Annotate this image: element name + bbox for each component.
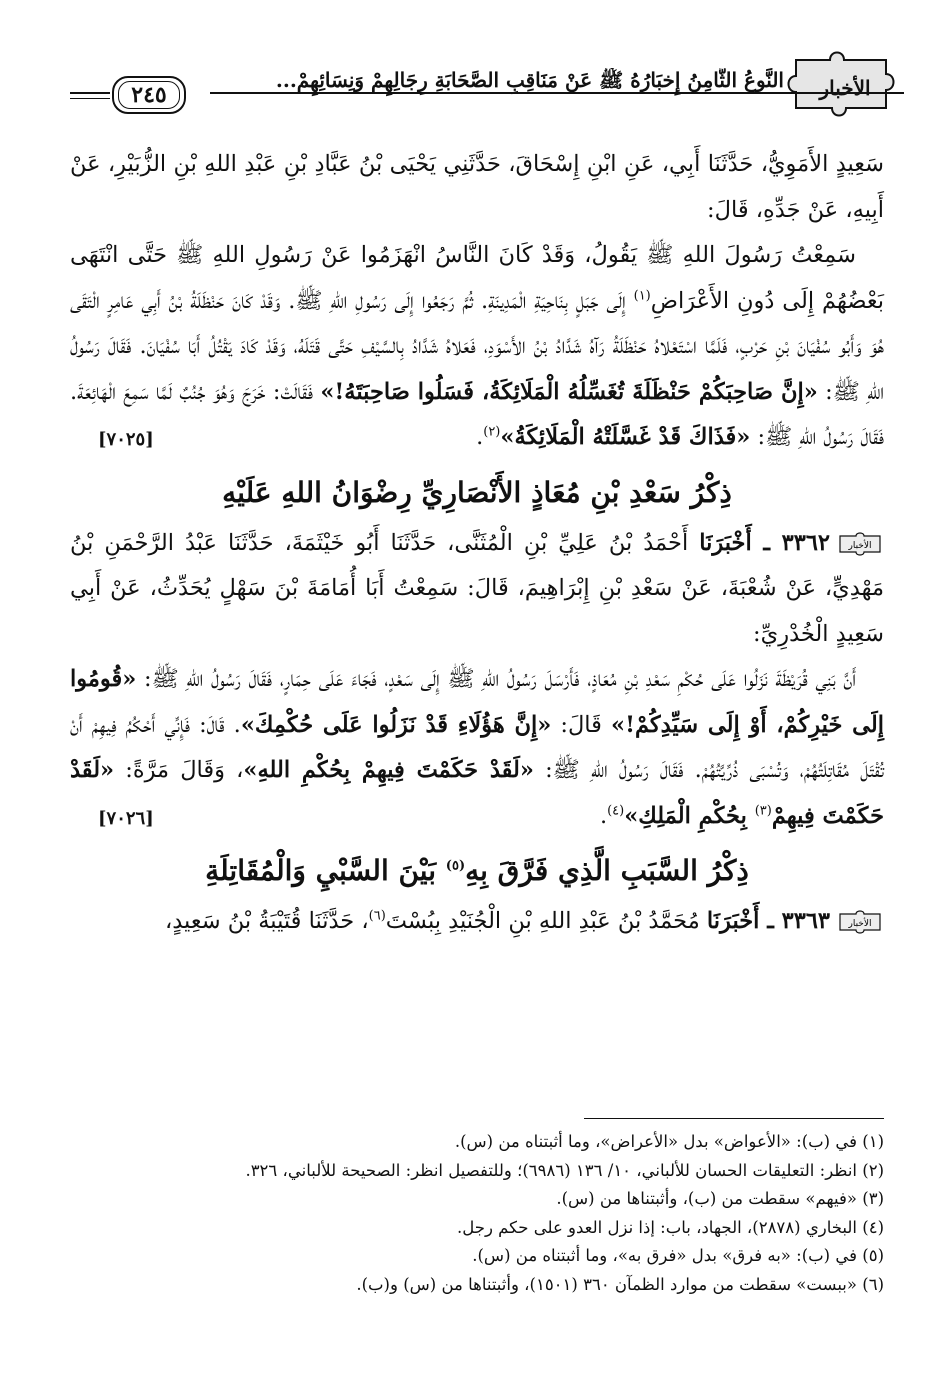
text-run: إِلَى جَبَلٍ بِنَاحِيَةِ الْمَدِينَةِ. ثُمَّ رَجَعُوا إِلَى رَسُولِ اللهِ ﷺ. وَقَدْ كَانَ حَنْظَلَةُ بْنُ أَبِي عَامِرٍ الْتَقَى هُوَ وَأَبُو سُفْيَانَ بْنِ حَرْبٍ، فَلَمَّا اسْتَعْلاهُ حَنْظَلَةُ رَآهُ شَدَّادُ بْنُ الأَسْوَدِ، فَعَلاهُ شَدَّادُ بِالسَّيْفِ حَتَّى قَتَلَهُ، وَقَدْ كَادَ يَقْتُلُ أَبَا سُفْيَانَ. فَقَالَ رَسُولُ اللهِ ﷺ: xyxy=(70,287,885,405)
text-run: . xyxy=(476,424,484,450)
text-run: ، وَقَالَ مَرَّةً: xyxy=(125,757,244,783)
paragraph-isnad-3362 xyxy=(70,521,884,658)
footnote-marker: (٤) xyxy=(607,803,625,818)
hadith-quote: «لَقَدْ حَكَمْتَ فِيهِمْ xyxy=(70,757,884,829)
hadith-number: ٣٣٦٣ ـ أَخْبَرَنَا xyxy=(706,908,830,934)
hadith-quote: «إِنَّ صَاحِبَكُمْ حَنْظَلَةَ تُغَسِّلُهُ الْمَلَائِكَةُ، فَسَلُوا صَاحِبَتَهُ!» xyxy=(320,378,818,405)
footnotes xyxy=(70,1128,884,1299)
header-rule-left-2 xyxy=(70,98,110,99)
text-run: . xyxy=(599,802,608,829)
title-run: بَيْنَ السَّبْيِ وَالْمُقَاتِلَةِ xyxy=(205,854,446,887)
text-run: أَنَّ بَنِي قُرَيْظَةَ نَزَلُوا عَلَى حُكْمِ سَعْدِ بْنِ مُعَاذٍ، فَأَرْسَلَ رَسُولُ اللهِ ﷺ إِلَى سَعْدٍ، فَجَاءَ عَلَى حِمَارٍ، فَقَالَ رَسُولُ اللهِ ﷺ: xyxy=(144,666,856,692)
footnote-marker: (١) xyxy=(633,288,651,303)
footnote-marker: (٢) xyxy=(483,424,501,440)
text-run: مُحَمَّدُ بْنُ عَبْدِ اللهِ بْنِ الْجُنَيْدِ بِبُسْتَ xyxy=(385,908,707,934)
footnote-marker: (٦) xyxy=(368,908,386,924)
badge-label: الأخبار xyxy=(819,76,871,100)
footnote-item: (٢) انظر: التعليقات الحسان للألباني، ١٠/ ١٣٦ (٦٩٨٦)؛ وللتفصيل انظر: الصحيحة للألباني، ٣٢٦. xyxy=(245,1160,884,1180)
hadith-quote: «قُومُوا إِلَى خَيْرِكُمْ، أَوْ إِلَى سَيِّدِكُمْ!» xyxy=(70,666,884,738)
akhbar-badge-icon xyxy=(836,532,884,556)
footnote-item: (٥) في (ب): «به فرق» بدل «فرق به»، وما أثبتناه من (س). xyxy=(472,1246,884,1265)
title-run: ذِكْرُ السَّبَبِ الَّذِي فَرَّقَ بِهِ xyxy=(465,854,749,887)
akhbar-badge-label: الأخبار xyxy=(848,540,872,551)
paragraph-isnad-3363 xyxy=(70,899,884,945)
paragraph-qurayza xyxy=(70,657,884,839)
hadith-quote: «لَقَدْ حَكَمْتَ فِيهِمْ بِحُكْمِ اللهِ» xyxy=(243,757,534,783)
footnote-separator xyxy=(584,1118,884,1119)
footnote-item: (٤) البخاري (٢٨٧٨)، الجهاد، باب: إذا نزل العدو على حكم رجل. xyxy=(457,1217,884,1237)
section-title-saad: ذِكْرُ سَعْدِ بْنِ مُعَاذٍ الأَنْصَارِيِّ رِضْوَانُ اللهِ عَلَيْهِ xyxy=(222,475,732,509)
hadith-quote: بِحُكْمِ الْمَلِكِ» xyxy=(624,802,755,829)
section-title-sabab xyxy=(70,847,884,895)
footnote-marker: (٣) xyxy=(754,803,772,818)
hadith-number: ٣٣٦٢ ـ أَخْبَرَنَا xyxy=(699,529,830,556)
akhbar-badge-label: الأخبار xyxy=(848,919,872,929)
text-run: . قَالَ: فَإِنِّي أَحْكُمُ فِيهِمْ أَنْ تُقْتَلَ مُقَاتِلَتُهُمْ، وَتُسْبَى ذُرِّيَّتُهُمْ. فَقَالَ رَسُولُ اللهِ ﷺ: xyxy=(70,711,884,783)
main-text xyxy=(70,142,884,945)
text-run: فَقَالَتْ: خَرَجَ وَهُوَ جُنُبٌ لَمَّا سَمِعَ الْهَائِعَةَ. فَقَالَ رَسُولُ اللهِ ﷺ: xyxy=(70,378,884,450)
header-rule-left xyxy=(70,92,110,94)
footnote-item: (٦) «ببست» سقطت من موارد الظمآن ٣٦٠ (١٥٠١)، وأثبتناها من (س) و(ب). xyxy=(356,1274,884,1294)
hadith-reference: [٧٠٢٦] xyxy=(98,807,154,829)
running-title: النَّوعُ الثَّامِنُ إِخبَارُهُ ﷺ عَنْ مَنَاقِبِ الصَّحَابَةِ رِجَالِهِمْ وَنِسَائِهِمْ... xyxy=(275,68,784,92)
hadith-quote: «فَذَاكَ قَدْ غَسَّلَتْهُ الْمَلَائِكَةُ» xyxy=(500,424,751,450)
text-run: قَالَ: xyxy=(560,711,611,738)
akhbar-badge-icon xyxy=(836,910,884,934)
text-run: ، حَدَّثَنَا قُتَيْبَةُ بْنُ سَعِيدٍ، xyxy=(164,908,369,934)
header-rule xyxy=(210,92,904,94)
paragraph-isnad: سَعِيدٍ الأَمَوِيُّ، حَدَّثَنَا أَبِي، عَنِ ابْنِ إِسْحَاقَ، حَدَّثَنِي يَحْيَى بْنُ عَبَّادِ بْنِ عَبْدِ اللهِ بْنِ الزُّبَيْرِ، عَنْ أَبِيهِ، عَنْ جَدِّهِ، قَالَ: xyxy=(70,151,884,223)
footnote-item: (٣) «فيهم» سقطت من (ب)، وأثبتناها من (س). xyxy=(556,1189,884,1208)
text-run: سَمِعْتُ رَسُولَ اللهِ ﷺ يَقُولُ، وَقَدْ كَانَ النَّاسُ انْهَزَمُوا عَنْ رَسُولِ اللهِ ﷺ حَتَّى انْتَهَى بَعْضُهُمْ إِلَى دُونِ الأَعْرَاضِ xyxy=(70,242,884,314)
puzzle-badge-icon xyxy=(786,48,904,118)
page-number: ٢٤٥ xyxy=(112,76,186,114)
hadith-quote: «إِنَّ هَؤُلَاءِ قَدْ نَزَلُوا عَلَى حُكْمِكَ» xyxy=(240,711,552,738)
text-run: أَحْمَدُ بْنُ عَلِيِّ بْنِ الْمُثَنَّى، حَدَّثَنَا أَبُو خَيْثَمَةَ، حَدَّثَنَا عَبْدُ الرَّحْمَنِ بْنُ مَهْدِيٍّ، عَنْ شُعْبَةَ، عَنْ سَعْدِ بْنِ إِبْرَاهِيمَ، قَالَ: سَمِعْتُ أَبَا أُمَامَةَ بْنَ سَهْلٍ يُحَدِّثُ، عَنْ أَبِي سَعِيدٍ الْخُدْرِيِّ: xyxy=(70,529,884,647)
hadith-reference: [٧٠٢٥] xyxy=(98,429,154,450)
footnote-marker: (٥) xyxy=(445,858,466,874)
page-header xyxy=(70,40,904,120)
footnote-item: (١) في (ب): «الأعواض» بدل «الأعراض»، وما أثبتناه من (س). xyxy=(454,1132,884,1151)
paragraph-hanzala xyxy=(70,233,884,461)
